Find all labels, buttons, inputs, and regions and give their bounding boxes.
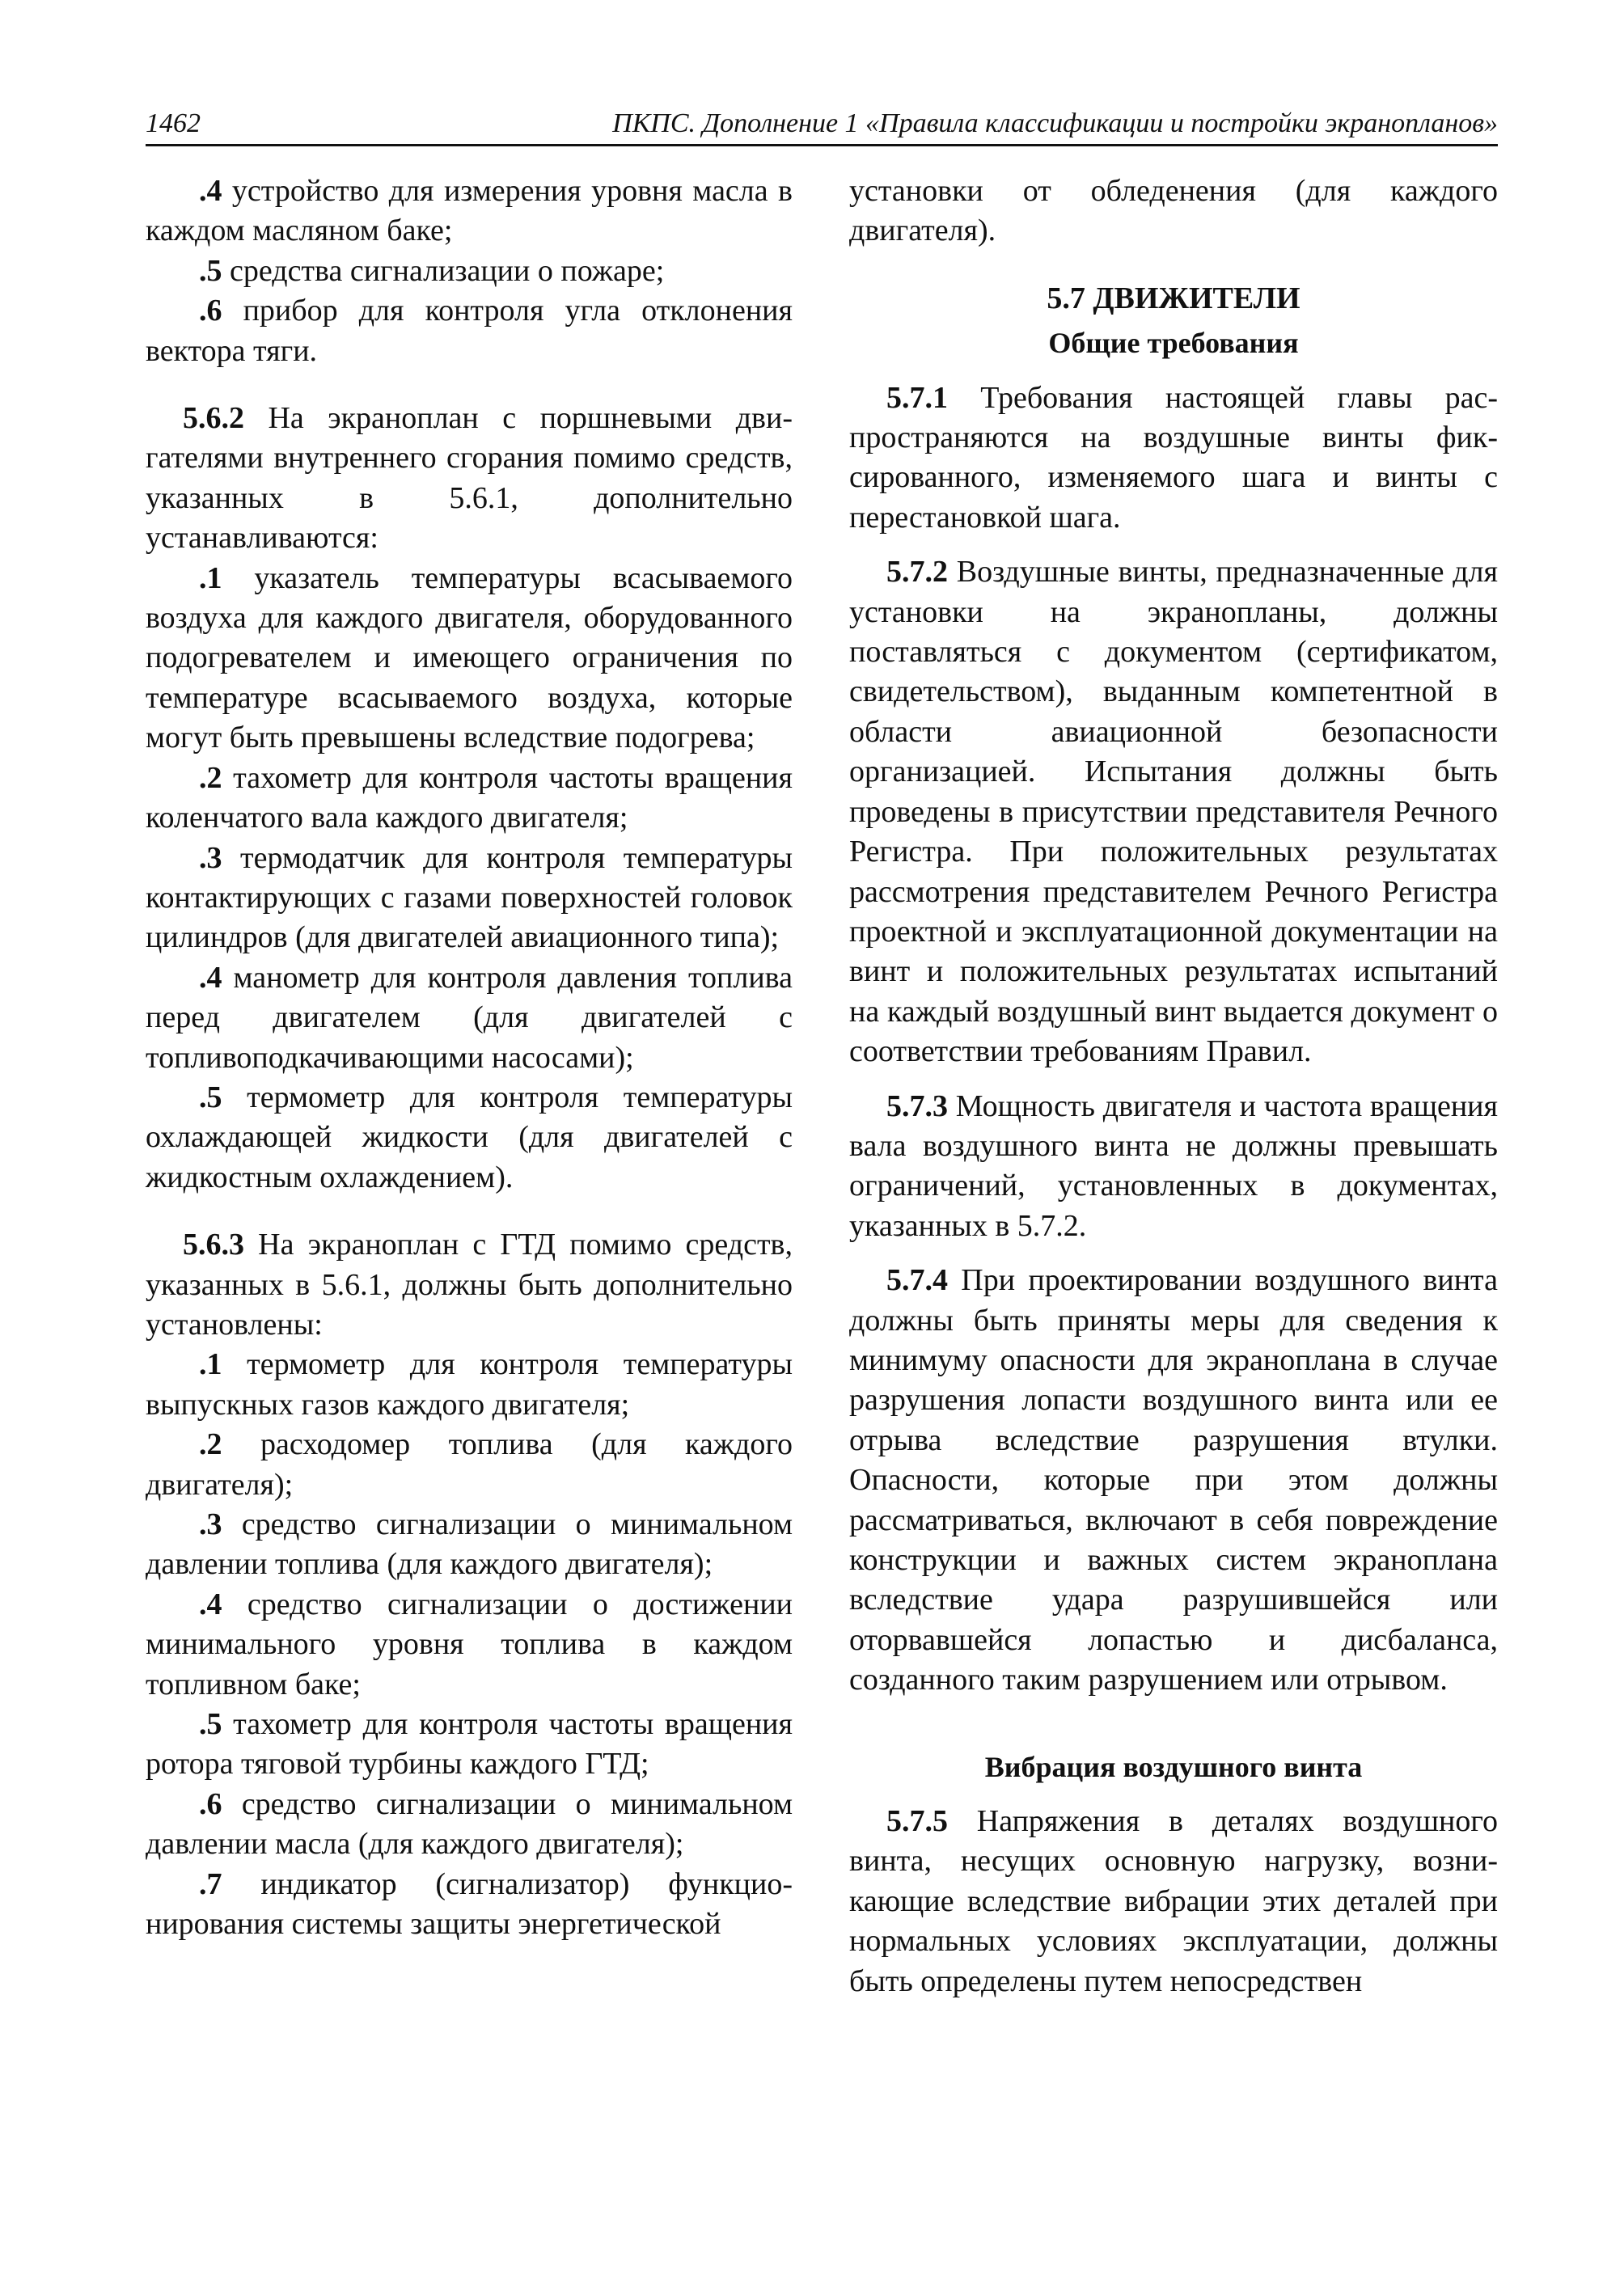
left-column (146, 171, 793, 1944)
subsection-title-vibration: Вибрация воздушного винта (984, 1750, 1363, 1783)
page-header (146, 104, 1498, 146)
subsection-title-general: Общие требования (1048, 327, 1299, 360)
list-item: .1 указатель температуры всасываемого воздуха для каждого двигателя, оборудованного подогревателем и имеющего ограничения по температуре всасываемого воздуха, которые могут быть превышены вследствие подогрева; (146, 560, 793, 755)
paragraph-5-7-5: 5.7.5 Напряжения в деталях воздушного винта, несущих основную нагрузку, возникающие вследствие вибрации этих деталей при нормальных условиях эксплуатации, должны быть определены путем непосредствен (849, 1804, 1498, 1998)
page-number: 1462 (146, 108, 201, 138)
list-item: .5 термометр для контроля температуры охлаждающей жидкости (для двигателей с жидкостным охлаждением). (146, 1080, 793, 1194)
list-item: .2 расходомер топлива (для каждого двигателя); (146, 1427, 793, 1502)
list-item: .1 термометр для контроля температуры выпускных газов каждого двигателя; (146, 1347, 793, 1422)
list-item: .7 индикатор (сигнализатор) функционирования системы защиты энергетической (146, 1866, 793, 1942)
paragraph-5-7-3: 5.7.3 Мощность двигателя и частота вращения вала воздушного винта не должны превышать ограничений, установленных в документах, указанных в 5.7.2. (849, 1088, 1498, 1243)
list-item: .4 манометр для контроля давления топлива перед двигателем (для двигателей с топливоподкачивающими насосами); (146, 960, 793, 1075)
paragraph-5-7-4: 5.7.4 При проектировании воздушного винта должны быть приняты меры для сведения к минимуму опасности для экраноплана в случае разрушения лопасти воздушного винта или ее отрыва вследствие разрушения втулки. Опасности, которые при этом должны рассматриваться, включают в себя повреждение конструкции и важных систем экраноплана вследствие удара разрушившейся или оторвавшейся лопастью и дисбаланса, созданного таким разрушением или отрывом. (849, 1263, 1498, 1697)
list-item: .4 средство сигнализации о достижении минимального уровня топлива в каждом топливном баке; (146, 1587, 793, 1701)
list-item: .2 тахометр для контроля частоты вращения коленчатого вала каждого двигателя; (146, 760, 793, 835)
list-item: .6 прибор для контроля угла отклонения вектора тяги. (146, 294, 793, 368)
right-column (849, 171, 1498, 2001)
list-item: .5 средства сигнализации о пожаре; (199, 253, 665, 288)
section-title: 5.7 ДВИЖИТЕЛИ (1047, 281, 1300, 315)
list-item: .3 средство сигнализации о минимальном давлении топлива (для каждого двигателя); (146, 1507, 793, 1582)
list-item: .5 тахометр для контроля частоты вращения ротора тяговой турбины каждого ГТД; (146, 1707, 793, 1782)
paragraph-5-6-3: 5.6.3 На экраноплан с ГТД помимо средств, указанных в 5.6.1, должны быть дополнительно установлены: (146, 1228, 793, 1342)
continuation-text: установки от обледенения (для каждого двигателя). (849, 174, 1498, 248)
list-item: .6 средство сигнализации о минимальном давлении масла (для каждого двигателя); (146, 1786, 793, 1862)
paragraph-5-6-2: 5.6.2 На экраноплан с поршневыми двигателями внутреннего сгорания помимо средств, указанных в 5.6.1, дополнительно устанавливаются: (146, 401, 793, 556)
running-title: ПКПС. Дополнение 1 «Правила классификации и постройки экранопланов» (612, 108, 1498, 138)
paragraph-5-7-1: 5.7.1 Требования настоящей главы распространяются на воздушные винты фиксированного, изменяемого шага и винты с перестановкой шага. (849, 380, 1498, 535)
list-item: .3 термодатчик для контроля температуры контактирующих с газами поверхностей головок цилиндров (для двигателей авиационного типа); (146, 840, 793, 955)
paragraph-5-7-2: 5.7.2 Воздушные винты, предназначенные для установки на экранопланы, должны поставляться с документом (сертификатом, свидетельством), выданным компетентной в области авиационной безопасности организацией. Испытания должны быть проведены в присутствии представителя Речного Регистра. При положительных результатах рассмотрения представителем Речного Регистра проектной и эксплуатационной документации на винт и положительных результатах испытаний на каждый воздушный винт выдается документ о соответствии требованиям Правил. (849, 555, 1498, 1069)
list-item: .4 устройство для измерения уровня масла в каждом масляном баке; (146, 174, 793, 248)
